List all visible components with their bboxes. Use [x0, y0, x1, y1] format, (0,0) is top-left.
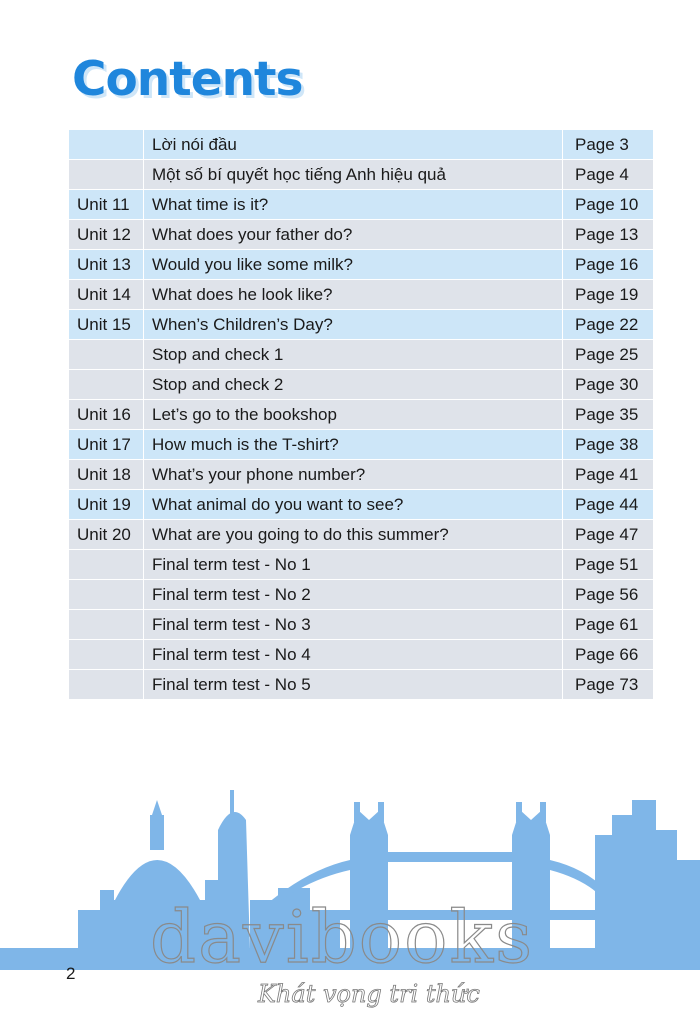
title-cell: Let’s go to the bookshop: [144, 400, 563, 430]
unit-cell: [69, 550, 144, 580]
table-row: [69, 430, 654, 460]
unit-cell: [69, 640, 144, 670]
unit-cell: [69, 610, 144, 640]
title-cell: What does he look like?: [144, 280, 563, 310]
table-row: [69, 280, 654, 310]
page-cell: Page 4: [563, 160, 654, 190]
unit-cell: Unit 20: [69, 520, 144, 550]
unit-cell: [69, 580, 144, 610]
table-row: [69, 370, 654, 400]
unit-cell: Unit 18: [69, 460, 144, 490]
table-row: [69, 220, 654, 250]
table-row: [69, 250, 654, 280]
unit-cell: Unit 14: [69, 280, 144, 310]
table-row: [69, 130, 654, 160]
table-row: [69, 640, 654, 670]
title-cell: How much is the T-shirt?: [144, 430, 563, 460]
table-row: [69, 610, 654, 640]
page-cell: Page 51: [563, 550, 654, 580]
table-row: [69, 400, 654, 430]
page-title: Contents: [72, 52, 303, 107]
page-cell: Page 3: [563, 130, 654, 160]
unit-cell: [69, 370, 144, 400]
unit-cell: [69, 670, 144, 700]
table-row: [69, 670, 654, 700]
watermark-slogan: Khát vọng tri thức: [258, 980, 480, 1008]
page-cell: Page 30: [563, 370, 654, 400]
title-cell: Một số bí quyết học tiếng Anh hiệu quả: [144, 160, 563, 190]
title-cell: What’s your phone number?: [144, 460, 563, 490]
page-cell: Page 10: [563, 190, 654, 220]
title-cell: Would you like some milk?: [144, 250, 563, 280]
page-cell: Page 35: [563, 400, 654, 430]
page-cell: Page 44: [563, 490, 654, 520]
unit-cell: [69, 130, 144, 160]
title-cell: Final term test - No 3: [144, 610, 563, 640]
table-row: [69, 490, 654, 520]
title-cell: Lời nói đầu: [144, 130, 563, 160]
title-cell: What animal do you want to see?: [144, 490, 563, 520]
table-row: [69, 340, 654, 370]
unit-cell: Unit 17: [69, 430, 144, 460]
table-row: [69, 520, 654, 550]
unit-cell: Unit 13: [69, 250, 144, 280]
page-cell: Page 38: [563, 430, 654, 460]
page-cell: Page 47: [563, 520, 654, 550]
title-cell: Final term test - No 1: [144, 550, 563, 580]
unit-cell: Unit 19: [69, 490, 144, 520]
title-cell: Stop and check 2: [144, 370, 563, 400]
watermark-brand: davibooks: [150, 895, 535, 979]
page-cell: Page 19: [563, 280, 654, 310]
title-cell: What time is it?: [144, 190, 563, 220]
table-row: [69, 190, 654, 220]
page-cell: Page 22: [563, 310, 654, 340]
unit-cell: Unit 16: [69, 400, 144, 430]
title-cell: Stop and check 1: [144, 340, 563, 370]
page-cell: Page 66: [563, 640, 654, 670]
table-row: [69, 460, 654, 490]
unit-cell: Unit 15: [69, 310, 144, 340]
page-cell: Page 25: [563, 340, 654, 370]
page-cell: Page 56: [563, 580, 654, 610]
unit-cell: [69, 160, 144, 190]
page-cell: Page 41: [563, 460, 654, 490]
page-number: 2: [66, 964, 76, 983]
title-cell: Final term test - No 2: [144, 580, 563, 610]
unit-cell: Unit 11: [69, 190, 144, 220]
title-cell: When’s Children’s Day?: [144, 310, 563, 340]
page-cell: Page 13: [563, 220, 654, 250]
table-row: [69, 310, 654, 340]
page-cell: Page 16: [563, 250, 654, 280]
unit-cell: Unit 12: [69, 220, 144, 250]
table-row: [69, 160, 654, 190]
page-cell: Page 61: [563, 610, 654, 640]
title-cell: Final term test - No 4: [144, 640, 563, 670]
table-row: [69, 580, 654, 610]
title-cell: What are you going to do this summer?: [144, 520, 563, 550]
table-row: [69, 550, 654, 580]
contents-table: [69, 130, 654, 700]
title-cell: Final term test - No 5: [144, 670, 563, 700]
title-cell: What does your father do?: [144, 220, 563, 250]
page-cell: Page 73: [563, 670, 654, 700]
unit-cell: [69, 340, 144, 370]
